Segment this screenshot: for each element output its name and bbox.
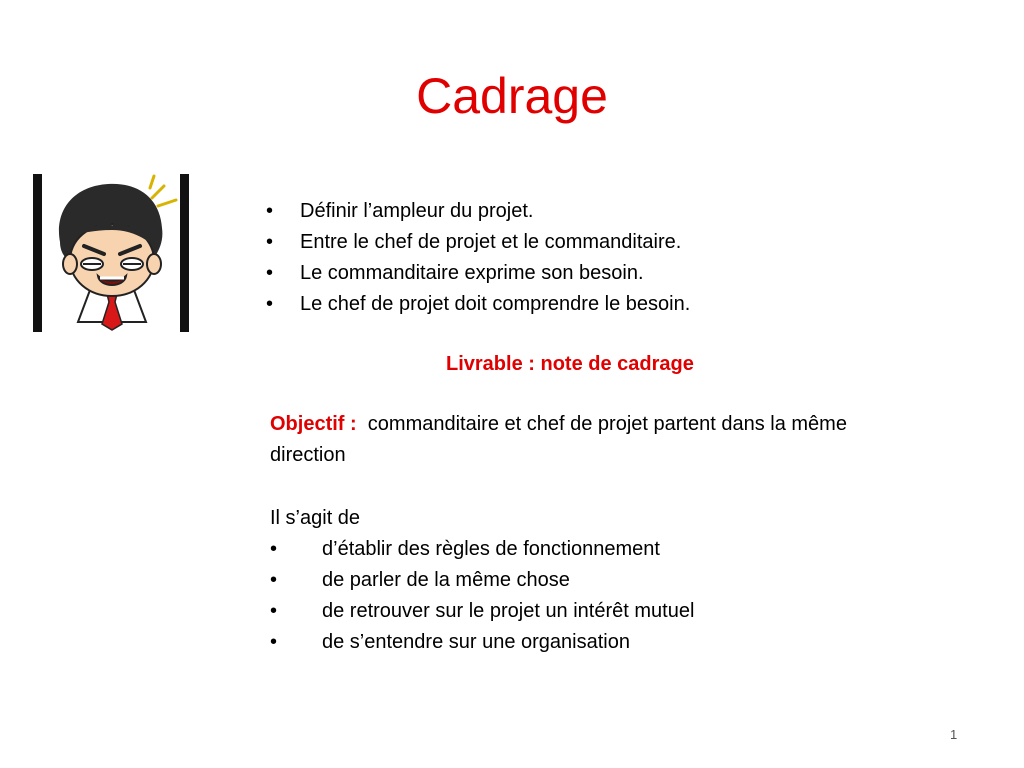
bullet-list-bottom <box>270 534 694 658</box>
bullet-text: Le chef de projet doit comprendre le besoin. <box>300 293 691 315</box>
bullet-text: Le commanditaire exprime son besoin. <box>300 262 644 284</box>
list-item <box>270 534 694 565</box>
list-item <box>270 627 694 658</box>
bullet-list-top <box>262 196 690 320</box>
bullet-text: de parler de la même chose <box>322 569 570 591</box>
bullet-icon: • <box>266 293 274 315</box>
list-item <box>262 227 690 258</box>
bullet-icon: • <box>266 262 274 284</box>
bullet-text: Entre le chef de projet et le commanditaire. <box>300 231 682 253</box>
bullet-icon: • <box>266 231 274 253</box>
bullet-icon: • <box>270 631 278 653</box>
intro-text: Il s’agit de <box>270 507 361 529</box>
list-item <box>262 196 690 227</box>
bullet-text: d’établir des règles de fonctionnement <box>322 538 660 560</box>
list-item <box>262 289 690 320</box>
bullet-icon: • <box>270 538 278 560</box>
objective-paragraph <box>270 409 890 471</box>
list-item <box>270 596 694 627</box>
bullet-icon: • <box>270 600 278 622</box>
slide-title: Cadrage <box>416 68 608 124</box>
deliverable-label: Livrable : note de cadrage <box>446 353 694 375</box>
bullet-icon: • <box>266 200 274 222</box>
bullet-icon: • <box>270 569 278 591</box>
objective-label: Objectif : <box>270 413 357 435</box>
list-item <box>262 258 690 289</box>
bullet-text: de retrouver sur le projet un intérêt mutuel <box>322 600 695 622</box>
objective-text: commanditaire et chef de projet partent dans la même direction <box>270 413 847 466</box>
page-number: 1 <box>950 727 958 742</box>
bullet-text: Définir l’ampleur du projet. <box>300 200 534 222</box>
bullet-text: de s’entendre sur une organisation <box>322 631 630 653</box>
list-item <box>270 565 694 596</box>
frustrated-man-illustration <box>30 172 192 334</box>
